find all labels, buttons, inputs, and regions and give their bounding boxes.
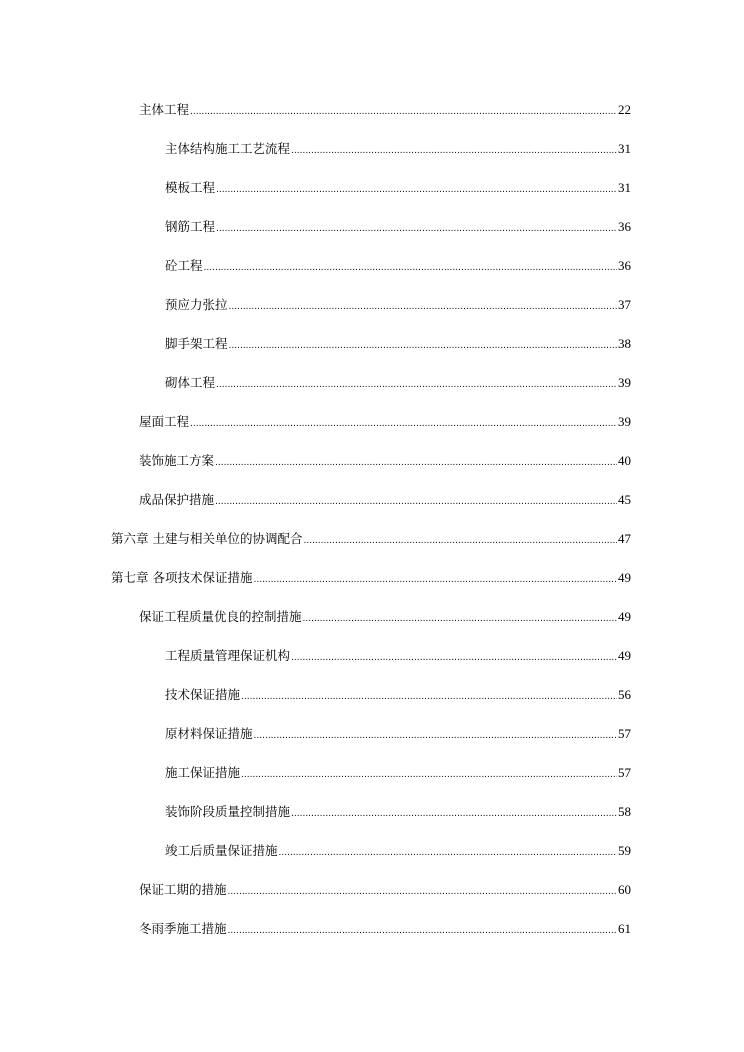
toc-entry-construction-measures[interactable]: [165, 765, 631, 781]
dot-leader: [204, 260, 617, 276]
dot-leader: [216, 377, 617, 393]
toc-entry-title: 第七章 各项技术保证措施: [111, 570, 253, 585]
toc-entry-title: 模板工程: [165, 180, 216, 195]
dot-leader: [215, 455, 617, 471]
toc-entry-page: 40: [618, 453, 631, 468]
toc-entry-title: 原材料保证措施: [165, 726, 253, 741]
toc-entry-title: 砼工程: [165, 258, 203, 273]
dot-leader: [241, 689, 617, 705]
dot-leader: [228, 884, 617, 900]
dot-leader: [303, 533, 617, 549]
toc-entry-page: 39: [618, 414, 631, 429]
toc-entry-page: 57: [618, 726, 631, 741]
toc-entry-title: 第六章 土建与相关单位的协调配合: [111, 531, 303, 546]
dot-leader: [216, 221, 617, 237]
toc-entry-page: 31: [618, 180, 631, 195]
toc-entry-material-measures[interactable]: [165, 726, 631, 742]
dot-leader: [291, 650, 617, 666]
dot-leader: [228, 923, 617, 939]
toc-entry-decoration-quality[interactable]: [165, 804, 631, 820]
toc-entry-page: 59: [618, 843, 631, 858]
dot-leader: [229, 338, 617, 354]
toc-entry-formwork[interactable]: [165, 180, 631, 196]
toc-entry-page: 39: [618, 375, 631, 390]
toc-entry-title: 脚手架工程: [165, 336, 228, 351]
dot-leader: [291, 806, 617, 822]
toc-entry-page: 57: [618, 765, 631, 780]
toc-entry-page: 47: [618, 531, 631, 546]
toc-entry-roofing[interactable]: [139, 414, 631, 430]
dot-leader: [241, 767, 617, 783]
toc-entry-structure-process[interactable]: [165, 141, 631, 157]
dot-leader: [279, 845, 617, 861]
toc-entry-page: 38: [618, 336, 631, 351]
toc-entry-title: 技术保证措施: [165, 687, 241, 702]
toc-entry-title: 砌体工程: [165, 375, 216, 390]
toc-entry-page: 49: [618, 609, 631, 624]
toc-entry-title: 装饰阶段质量控制措施: [165, 804, 291, 819]
toc-entry-technical-measures[interactable]: [165, 687, 631, 703]
dot-leader: [291, 143, 617, 159]
toc-entry-title: 竣工后质量保证措施: [165, 843, 278, 858]
toc-entry-prestress[interactable]: [165, 297, 631, 313]
dot-leader: [229, 299, 617, 315]
toc-entry-masonry[interactable]: [165, 375, 631, 391]
dot-leader: [254, 728, 617, 744]
toc-entry-schedule-measures[interactable]: [139, 882, 631, 898]
toc-entry-finished-protection[interactable]: [139, 492, 631, 508]
dot-leader: [253, 572, 617, 588]
dot-leader: [215, 494, 617, 510]
toc-entry-quality-organization[interactable]: [165, 648, 631, 664]
toc-entry-page: 36: [618, 219, 631, 234]
toc-entry-rebar[interactable]: [165, 219, 631, 235]
dot-leader: [303, 611, 617, 627]
toc-entry-quality-control[interactable]: [139, 609, 631, 625]
dot-leader: [190, 104, 617, 120]
toc-entry-chapter-6[interactable]: [111, 531, 631, 547]
toc-entry-page: 61: [618, 921, 631, 936]
toc-entry-title: 预应力张拉: [165, 297, 228, 312]
toc-entry-page: 49: [618, 570, 631, 585]
toc-entry-winter-rainy-season[interactable]: [139, 921, 631, 937]
toc-entry-title: 保证工期的措施: [139, 882, 227, 897]
toc-entry-page: 37: [618, 297, 631, 312]
toc-entry-title: 主体结构施工工艺流程: [165, 141, 291, 156]
toc-entry-title: 钢筋工程: [165, 219, 216, 234]
toc-entry-page: 31: [618, 141, 631, 156]
toc-entry-title: 工程质量管理保证机构: [165, 648, 291, 663]
toc-entry-title: 保证工程质量优良的控制措施: [139, 609, 302, 624]
toc-entry-page: 22: [618, 102, 631, 117]
toc-entry-page: 60: [618, 882, 631, 897]
toc-entry-title: 成品保护措施: [139, 492, 215, 507]
toc-entry-title: 屋面工程: [139, 414, 190, 429]
toc-entry-post-completion[interactable]: [165, 843, 631, 859]
toc-entry-title: 主体工程: [139, 102, 190, 117]
toc-entry-title: 装饰施工方案: [139, 453, 215, 468]
toc-entry-main-structure[interactable]: [139, 102, 631, 118]
dot-leader: [190, 416, 617, 432]
toc-entry-chapter-7[interactable]: [111, 570, 631, 586]
toc-entry-page: 58: [618, 804, 631, 819]
toc-entry-page: 56: [618, 687, 631, 702]
toc-entry-page: 49: [618, 648, 631, 663]
toc-entry-page: 45: [618, 492, 631, 507]
dot-leader: [216, 182, 617, 198]
toc-entry-page: 36: [618, 258, 631, 273]
toc-entry-decoration-plan[interactable]: [139, 453, 631, 469]
toc-entry-title: 施工保证措施: [165, 765, 241, 780]
toc-entry-title: 冬雨季施工措施: [139, 921, 227, 936]
toc-entry-scaffolding[interactable]: [165, 336, 631, 352]
toc-entry-concrete[interactable]: [165, 258, 631, 274]
